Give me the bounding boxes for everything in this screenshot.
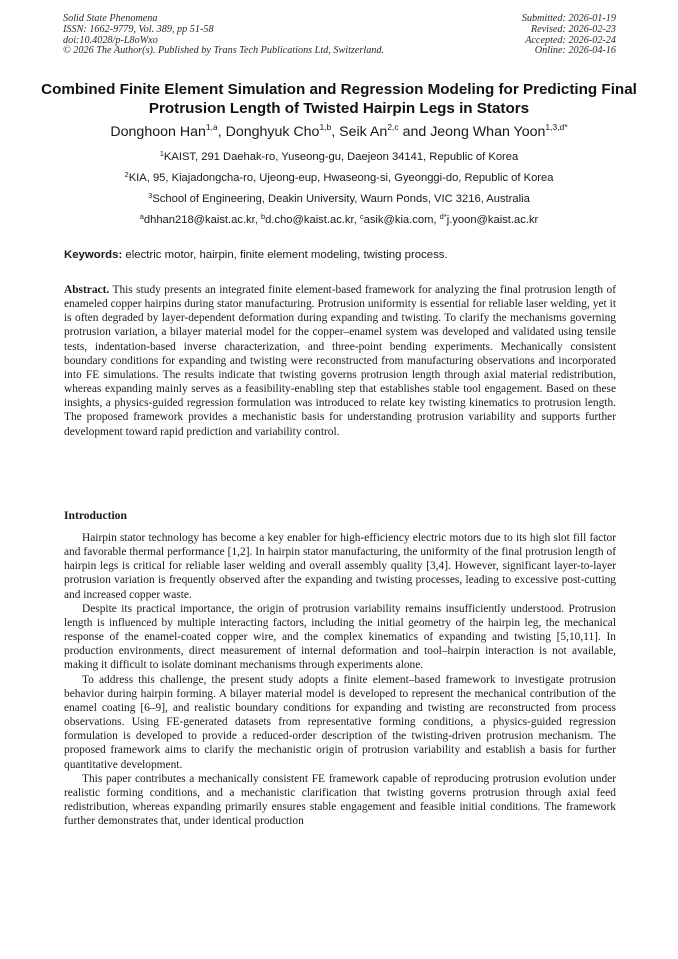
paragraph: This paper contributes a mechanically consistent FE framework capable of reproducing protrusion evolution under realistic forming conditions, and a mechanistic clarification that twisting governs protrusion through axial feed redistribution, whereas expanding primarily ensures stable engagement and feasible initial conditions. The framework further demonstrates that, under identical production [64,772,616,828]
affiliation-2: $^2$KIA, 95, Kiajadongcha-ro, Ujeong-eup, Hwaseong-si, Gyeonggi-do, Republic of Korea [124,170,554,184]
email-link[interactable]: dhhan218@kaist.ac.kr, [143,214,261,226]
doi[interactable]: doi:10.4028/p-L8oWxo [63,34,158,46]
affiliation-1: $^1$KAIST, 291 Daehak-ro, Yuseong-gu, Daejeon 34141, Republic of Korea [159,149,519,163]
abstract [64,283,616,439]
author: Seik An$^{2,c}$ and [339,122,431,140]
author: Donghyuk Cho$^{1,b}$, [225,122,340,140]
publication-dates [522,14,616,57]
journal-name: Solid State Phenomena [63,13,158,24]
email-link[interactable]: d.cho@kaist.ac.kr, [265,214,360,226]
paragraph: Hairpin stator technology has become a key enabler for high-efficiency electric motors due to its high slot fill factor and favorable thermal performance [1,2]. In hairpin stator manufacturing, the uniformity of the final protrusion length of hairpin legs is critical for reliable laser welding and overall assembly quality [3,4]. However, significant layer-to-layer protrusion variation is frequently observed after the expanding and twisting processes, leading to excessive post-cutting and increased copper waste. [64,532,616,601]
introduction-body [64,531,616,828]
affiliation-3: $^3$School of Engineering, Deakin University, Waurn Ponds, VIC 3216, Australia [148,191,530,205]
revised-date: Revised: 2026-02-23 [530,23,616,35]
journal-info [63,14,384,57]
paragraph: To address this challenge, the present study adopts a finite element–based framework to investigate protrusion behavior during hairpin forming. A bilayer material model is developed to represent the mechanical contribution of the enamel coating [6–9], and realistic boundary conditions for expanding and twisting are reconstructed from process observations. Using FE-generated datasets from representative forming conditions, a physics-guided regression formulation is developed to provide a reduced-order description of the twisting-driven protrusion mechanism. The proposed framework aims to clarify the mechanistic origin of protrusion variability and establish a basis for further quantitative development. [64,673,616,771]
author: Donghoon Han$^{1,a}$, [110,122,226,140]
author: Jeong Whan Yoon$^{1,3,d*}$ [430,122,568,140]
author-emails: $^a$dhhan218@kaist.ac.kr, $^b$d.cho@kaist.ac.kr, $^c$asik@kia.com, $^{d*}$j.yoon@kaist.ac.kr [139,212,539,226]
introduction-heading: Introduction [64,509,127,522]
copyright: © 2026 The Author(s). Published by Trans Tech Publications Ltd, Switzerland. [63,45,385,57]
issn: ISSN: 1662-9779, Vol. 389, pp 51-58 [63,23,214,35]
author-list [30,123,648,141]
abstract-text: This study presents an integrated finite element-based framework for analyzing the final protrusion length of enameled copper hairpins during stator manufacturing. Protrusion uniformity is essential for reliable laser welding, yet it is often degraded by layer-dependent deformation during expanding and twisting. To clarify the mechanisms governing protrusion variation, a bilayer material model for the copper–enamel system was developed and validated using tensile tests, indentation-based inverse characterization, and three-point bending experiments. Mechanically consistent boundary conditions for expanding and twisting were reconstructed from manufacturing observations and incorporated into FE simulations. The results indicate that twisting governs protrusion length through axial material redistribution, whereas expanding mainly serves as a feasibility-enabling step that establishes stable tool engagement. Based on these insights, a physics-guided regression formulation was introduced to relate key twisting kinematics to protrusion length. The proposed framework provides a mechanistic basis for understanding protrusion variability and supports further development toward rapid prediction and variability control. [64,284,616,438]
email-link[interactable]: j.yoon@kaist.ac.kr [446,214,539,226]
keywords-label: Keywords: [64,249,123,261]
paragraph: Despite its practical importance, the origin of protrusion variability remains insufficiently understood. Protrusion length is influenced by multiple interacting factors, including the initial geometry of the hairpin leg, the mechanical response of the enamel-coated copper wire, and the complex kinematics of expanding and twisting [5,10,11]. In production environments, direct measurement of internal deformation and tool–hairpin interaction is not available, making it difficult to isolate dominant mechanisms through experiments alone. [64,602,616,672]
online-date: Online: 2026-04-16 [534,45,616,57]
accepted-date: Accepted: 2026-02-24 [525,34,616,46]
keywords-text: electric motor, hairpin, finite element modeling, twisting process. [125,249,448,261]
submitted-date: Submitted: 2026-01-19 [521,13,616,24]
abstract-label: Abstract. [64,284,110,296]
email-link[interactable]: asik@kia.com, [363,214,440,226]
paper-title: Combined Finite Element Simulation and Regression Modeling for Predicting Final Protrusion Length of Twisted Hairpin Legs in Stators [41,81,637,117]
keywords [64,248,616,262]
